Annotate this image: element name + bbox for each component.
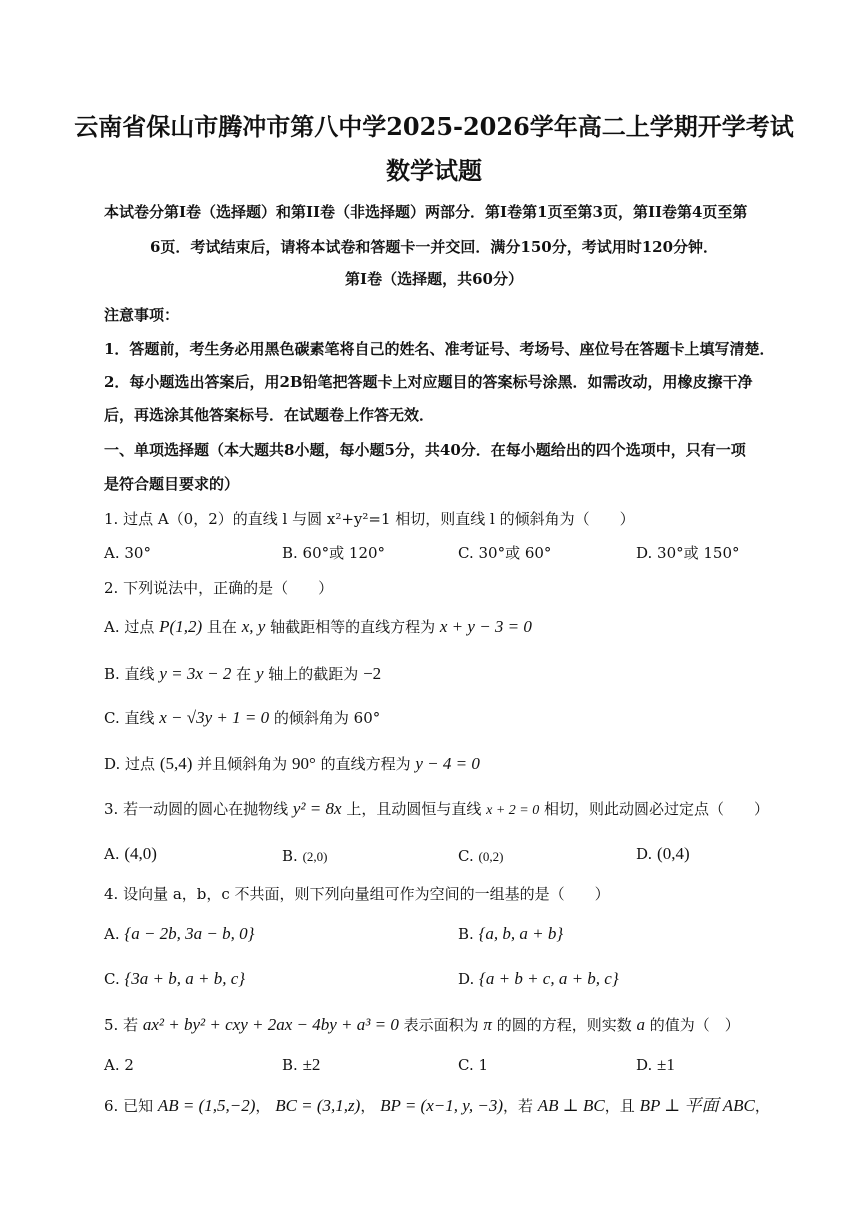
q5-stem-a: a bbox=[636, 1015, 646, 1034]
q3-stem-parabola: y² = 8x bbox=[292, 799, 342, 818]
q3-option-a bbox=[104, 844, 157, 864]
q6-vector-ab: AB = (1,5,−2) bbox=[157, 1096, 256, 1115]
exam-title: 云南省保山市腾冲市第八中学2025-2026学年高二上学期开学考试 bbox=[74, 112, 794, 141]
q6-stem: 6. 已知 AB = (1,5,−2)， BC = (3,1,z)， BP = (x−1, y, −3)，若 AB ⊥ BC，且 BP ⊥ 平面 ABC， bbox=[104, 1096, 770, 1115]
q4-option-b bbox=[458, 924, 563, 944]
q6-stem-and: ，且 bbox=[604, 1097, 635, 1115]
q5-stem-mid: 表示面积为 bbox=[403, 1016, 479, 1034]
q5-stem bbox=[104, 1015, 740, 1035]
q4-b-value: {a, b, a + b} bbox=[478, 924, 564, 943]
section-heading: 第I卷（选择题，共60分） bbox=[345, 270, 523, 288]
q1-option-b: B. 60°或 120° bbox=[282, 544, 386, 562]
q4-c-label: C. bbox=[104, 970, 120, 988]
q4-a-value: {a − 2b, 3a − b, 0} bbox=[124, 924, 255, 943]
q5-option-c: C. 1 bbox=[458, 1056, 489, 1074]
q3-stem-line: x + 2 = 0 bbox=[486, 803, 540, 818]
notice-item-1: 1．答题前，考生务必用黑色碳素笔将自己的姓名、准考证号、考场号、座位号在答题卡上填写清楚． bbox=[104, 340, 775, 358]
q2-c-pre: C. 直线 bbox=[104, 709, 155, 727]
q5-stem-end: 的值为（ ） bbox=[649, 1016, 740, 1034]
q5-d-value: ±1 bbox=[657, 1055, 675, 1074]
q4-c-value: {3a + b, a + b, c} bbox=[124, 969, 246, 988]
q2-option-b bbox=[104, 664, 381, 684]
q2-a-mid2: 轴截距相等的直线方程为 bbox=[270, 618, 436, 636]
q4-a-label: A. bbox=[104, 925, 120, 943]
q5-stem-pi: π bbox=[483, 1015, 492, 1034]
q2-d-point: (5,4) bbox=[159, 754, 193, 773]
q2-a-pre: A. 过点 bbox=[104, 618, 155, 636]
q6-vector-bp: BP = (x−1, y, −3) bbox=[380, 1096, 503, 1115]
q3-stem-pre: 3. 若一动圆的圆心在抛物线 bbox=[104, 800, 289, 818]
q2-option-a bbox=[104, 617, 532, 637]
notice-item-2b: 后，再选涂其他答案标号．在试题卷上作答无效． bbox=[104, 406, 435, 424]
q3-stem-mid: 上，且动圆恒与直线 bbox=[346, 800, 482, 818]
q6-stem-end: ， bbox=[754, 1097, 770, 1115]
q2-b-mid: 在 bbox=[236, 665, 252, 683]
q2-a-point: P(1,2) bbox=[159, 617, 203, 636]
q3-d-value: (0,4) bbox=[657, 844, 690, 863]
q6-vector-bc: BC = (3,1,z) bbox=[275, 1096, 361, 1115]
q2-stem: 2. 下列说法中，正确的是（ ） bbox=[104, 579, 334, 597]
q3-stem bbox=[104, 799, 769, 821]
q4-d-label: D. bbox=[458, 970, 475, 988]
q2-d-pre: D. 过点 bbox=[104, 755, 156, 773]
q2-d-equation: y − 4 = 0 bbox=[415, 754, 480, 773]
intro-line-1: 本试卷分第I卷（选择题）和第II卷（非选择题）两部分．第I卷第1页至第3页，第II卷第4页至第 bbox=[104, 203, 748, 221]
q5-option-a: A. 2 bbox=[104, 1056, 134, 1074]
q1-stem: 1. 过点 A（0，2）的直线 l 与圆 x²+y²=1 相切，则直线 l 的倾斜角为（ ） bbox=[104, 510, 635, 528]
q1-option-d: D. 30°或 150° bbox=[636, 544, 740, 562]
q2-b-mid2: 轴上的截距为 bbox=[268, 665, 359, 683]
q2-option-c bbox=[104, 708, 380, 728]
q3-stem-post: 相切，则此动圆必过定点（ ） bbox=[544, 800, 770, 818]
q1-option-c: C. 30°或 60° bbox=[458, 544, 552, 562]
q6-stem-mid: ，若 bbox=[502, 1097, 533, 1115]
q6-perp-condition: AB ⊥ BC bbox=[537, 1096, 605, 1115]
q3-a-value: (4,0) bbox=[124, 844, 157, 863]
exam-subtitle: 数学试题 bbox=[386, 156, 482, 185]
q2-a-xy: x, y bbox=[241, 617, 266, 636]
q4-d-value: {a + b + c, a + b, c} bbox=[479, 969, 619, 988]
q2-c-equation: x − √3y + 1 = 0 bbox=[159, 708, 270, 727]
q4-option-c bbox=[104, 969, 245, 989]
q2-b-equation: y = 3x − 2 bbox=[159, 664, 232, 683]
q5-stem-post: 的圆的方程，则实数 bbox=[496, 1016, 632, 1034]
q3-option-d bbox=[636, 844, 690, 864]
q5-stem-equation: ax² + by² + cxy + 2ax − 4by + a³ = 0 bbox=[142, 1015, 399, 1034]
q2-d-mid: 并且倾斜角为 bbox=[197, 755, 288, 773]
q3-option-c bbox=[458, 846, 503, 867]
q2-option-d bbox=[104, 754, 480, 774]
notice-heading: 注意事项： bbox=[104, 306, 180, 324]
q3-a-label: A. bbox=[104, 845, 120, 863]
q5-option-b bbox=[282, 1055, 320, 1075]
q6-plane-condition: BP ⊥ 平面 ABC bbox=[639, 1096, 755, 1115]
q2-b-y: y bbox=[255, 664, 264, 683]
q4-option-a bbox=[104, 924, 254, 944]
q3-b-value: (2,0) bbox=[302, 849, 328, 864]
notice-item-2a: 2．每小题选出答案后，用2B铅笔把答题卡上对应题目的答案标号涂黑．如需改动，用橡皮擦干净 bbox=[104, 373, 753, 391]
part1-heading-b: 是符合题目要求的） bbox=[104, 475, 240, 493]
q3-c-label: C. bbox=[458, 847, 474, 865]
q4-stem: 4. 设向量 a，b，c 不共面，则下列向量组可作为空间的一组基的是（ ） bbox=[104, 885, 610, 903]
q5-d-label: D. bbox=[636, 1056, 653, 1074]
q5-b-label: B. bbox=[282, 1056, 298, 1074]
q2-a-equation: x + y − 3 = 0 bbox=[439, 617, 532, 636]
q5-option-d bbox=[636, 1055, 675, 1075]
q2-c-mid: 的倾斜角为 60° bbox=[273, 709, 381, 727]
q1-option-a: A. 30° bbox=[104, 544, 151, 562]
q5-b-value: ±2 bbox=[302, 1055, 321, 1074]
q2-a-mid: 且在 bbox=[206, 618, 237, 636]
q4-b-label: B. bbox=[458, 925, 474, 943]
q2-d-angle: 90° bbox=[291, 754, 316, 773]
q6-stem-pre: 6. 已知 bbox=[104, 1097, 154, 1115]
q3-c-value: (0,2) bbox=[478, 849, 504, 864]
q5-stem-pre: 5. 若 bbox=[104, 1016, 139, 1034]
q3-b-label: B. bbox=[282, 847, 298, 865]
q3-option-b bbox=[282, 846, 328, 867]
intro-line-2: 6页．考试结束后，请将本试卷和答题卡一并交回．满分150分，考试用时120分钟． bbox=[149, 238, 719, 256]
part1-heading-a: 一、单项选择题（本大题共8小题，每小题5分，共40分．在每小题给出的四个选项中，只有一项 bbox=[104, 441, 746, 459]
q2-b-pre: B. 直线 bbox=[104, 665, 155, 683]
q2-d-mid2: 的直线方程为 bbox=[320, 755, 411, 773]
q3-d-label: D. bbox=[636, 845, 653, 863]
q4-option-d bbox=[458, 969, 619, 989]
q2-b-value: −2 bbox=[363, 664, 382, 683]
